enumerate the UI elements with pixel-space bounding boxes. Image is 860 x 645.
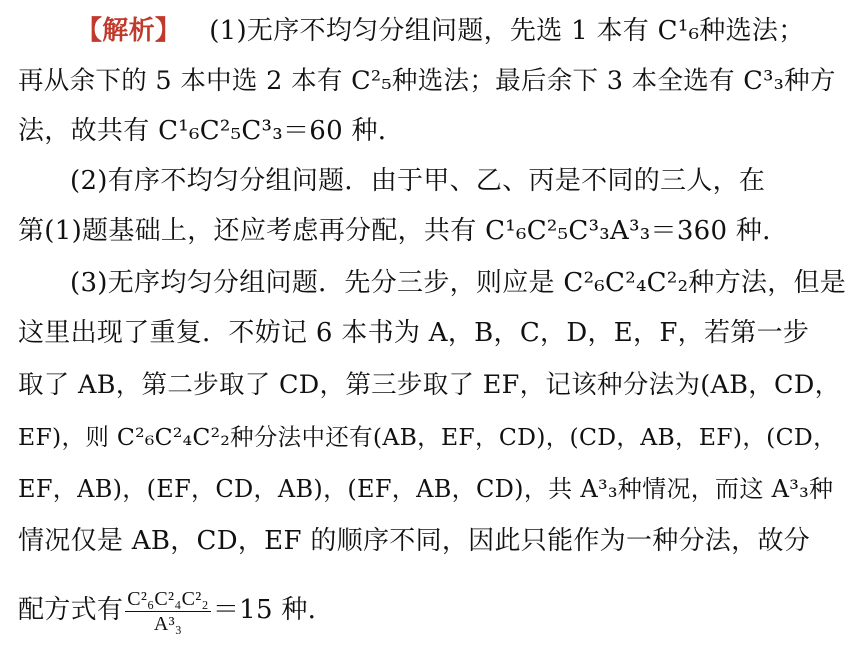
line-11: 情况仅是 AB，CD，EF 的顺序不同，因此只能作为一种分法，故分 — [18, 526, 811, 556]
line-10: EF，AB)，(EF，CD，AB)，(EF，AB，CD)，共 A³₃种情况，而这 A³₃种 — [18, 475, 834, 503]
line-4: (2)有序不均匀分组问题．由于甲、乙、丙是不同的三人，在 — [70, 166, 766, 196]
line-12-suffix: ＝15 种． — [212, 595, 334, 625]
line-3: 法，故共有 C¹₆C²₅C³₃＝60 种． — [18, 116, 405, 146]
line-12-prefix: 配方式有 — [18, 595, 124, 625]
fraction — [125, 587, 211, 636]
fraction-denominator: A³₃ — [153, 612, 183, 635]
line-9: EF)，则 C²₆C²₄C²₂种分法中还有(AB，EF，CD)，(CD，AB，EF)，(CD， — [18, 423, 837, 451]
line-2: 再从余下的 5 本中选 2 本有 C²₅种选法；最后余下 3 本全选有 C³₃种方 — [18, 66, 836, 96]
line-7: 这里出现了重复．不妨记 6 本书为 A，B，C，D，E，F，若第一步 — [18, 318, 810, 348]
line-12 — [18, 582, 846, 638]
line-5: 第(1)题基础上，还应考虑再分配，共有 C¹₆C²₅C³₃A³₃＝360 种． — [18, 216, 789, 246]
analysis-tag: 【解析】 — [76, 16, 182, 46]
line-1-text: (1)无序不均匀分组问题，先选 1 本有 C¹₆种选法； — [209, 16, 805, 46]
line-8: 取了 AB，第二步取了 CD，第三步取了 EF，记该种分法为(AB，CD， — [18, 370, 841, 400]
fraction-numerator: C²₆C²₄C²₂ — [127, 587, 209, 610]
line-1 — [18, 14, 846, 48]
line-6: (3)无序均匀分组问题．先分三步，则应是 C²₆C²₄C²₂种方法，但是 — [70, 268, 847, 298]
